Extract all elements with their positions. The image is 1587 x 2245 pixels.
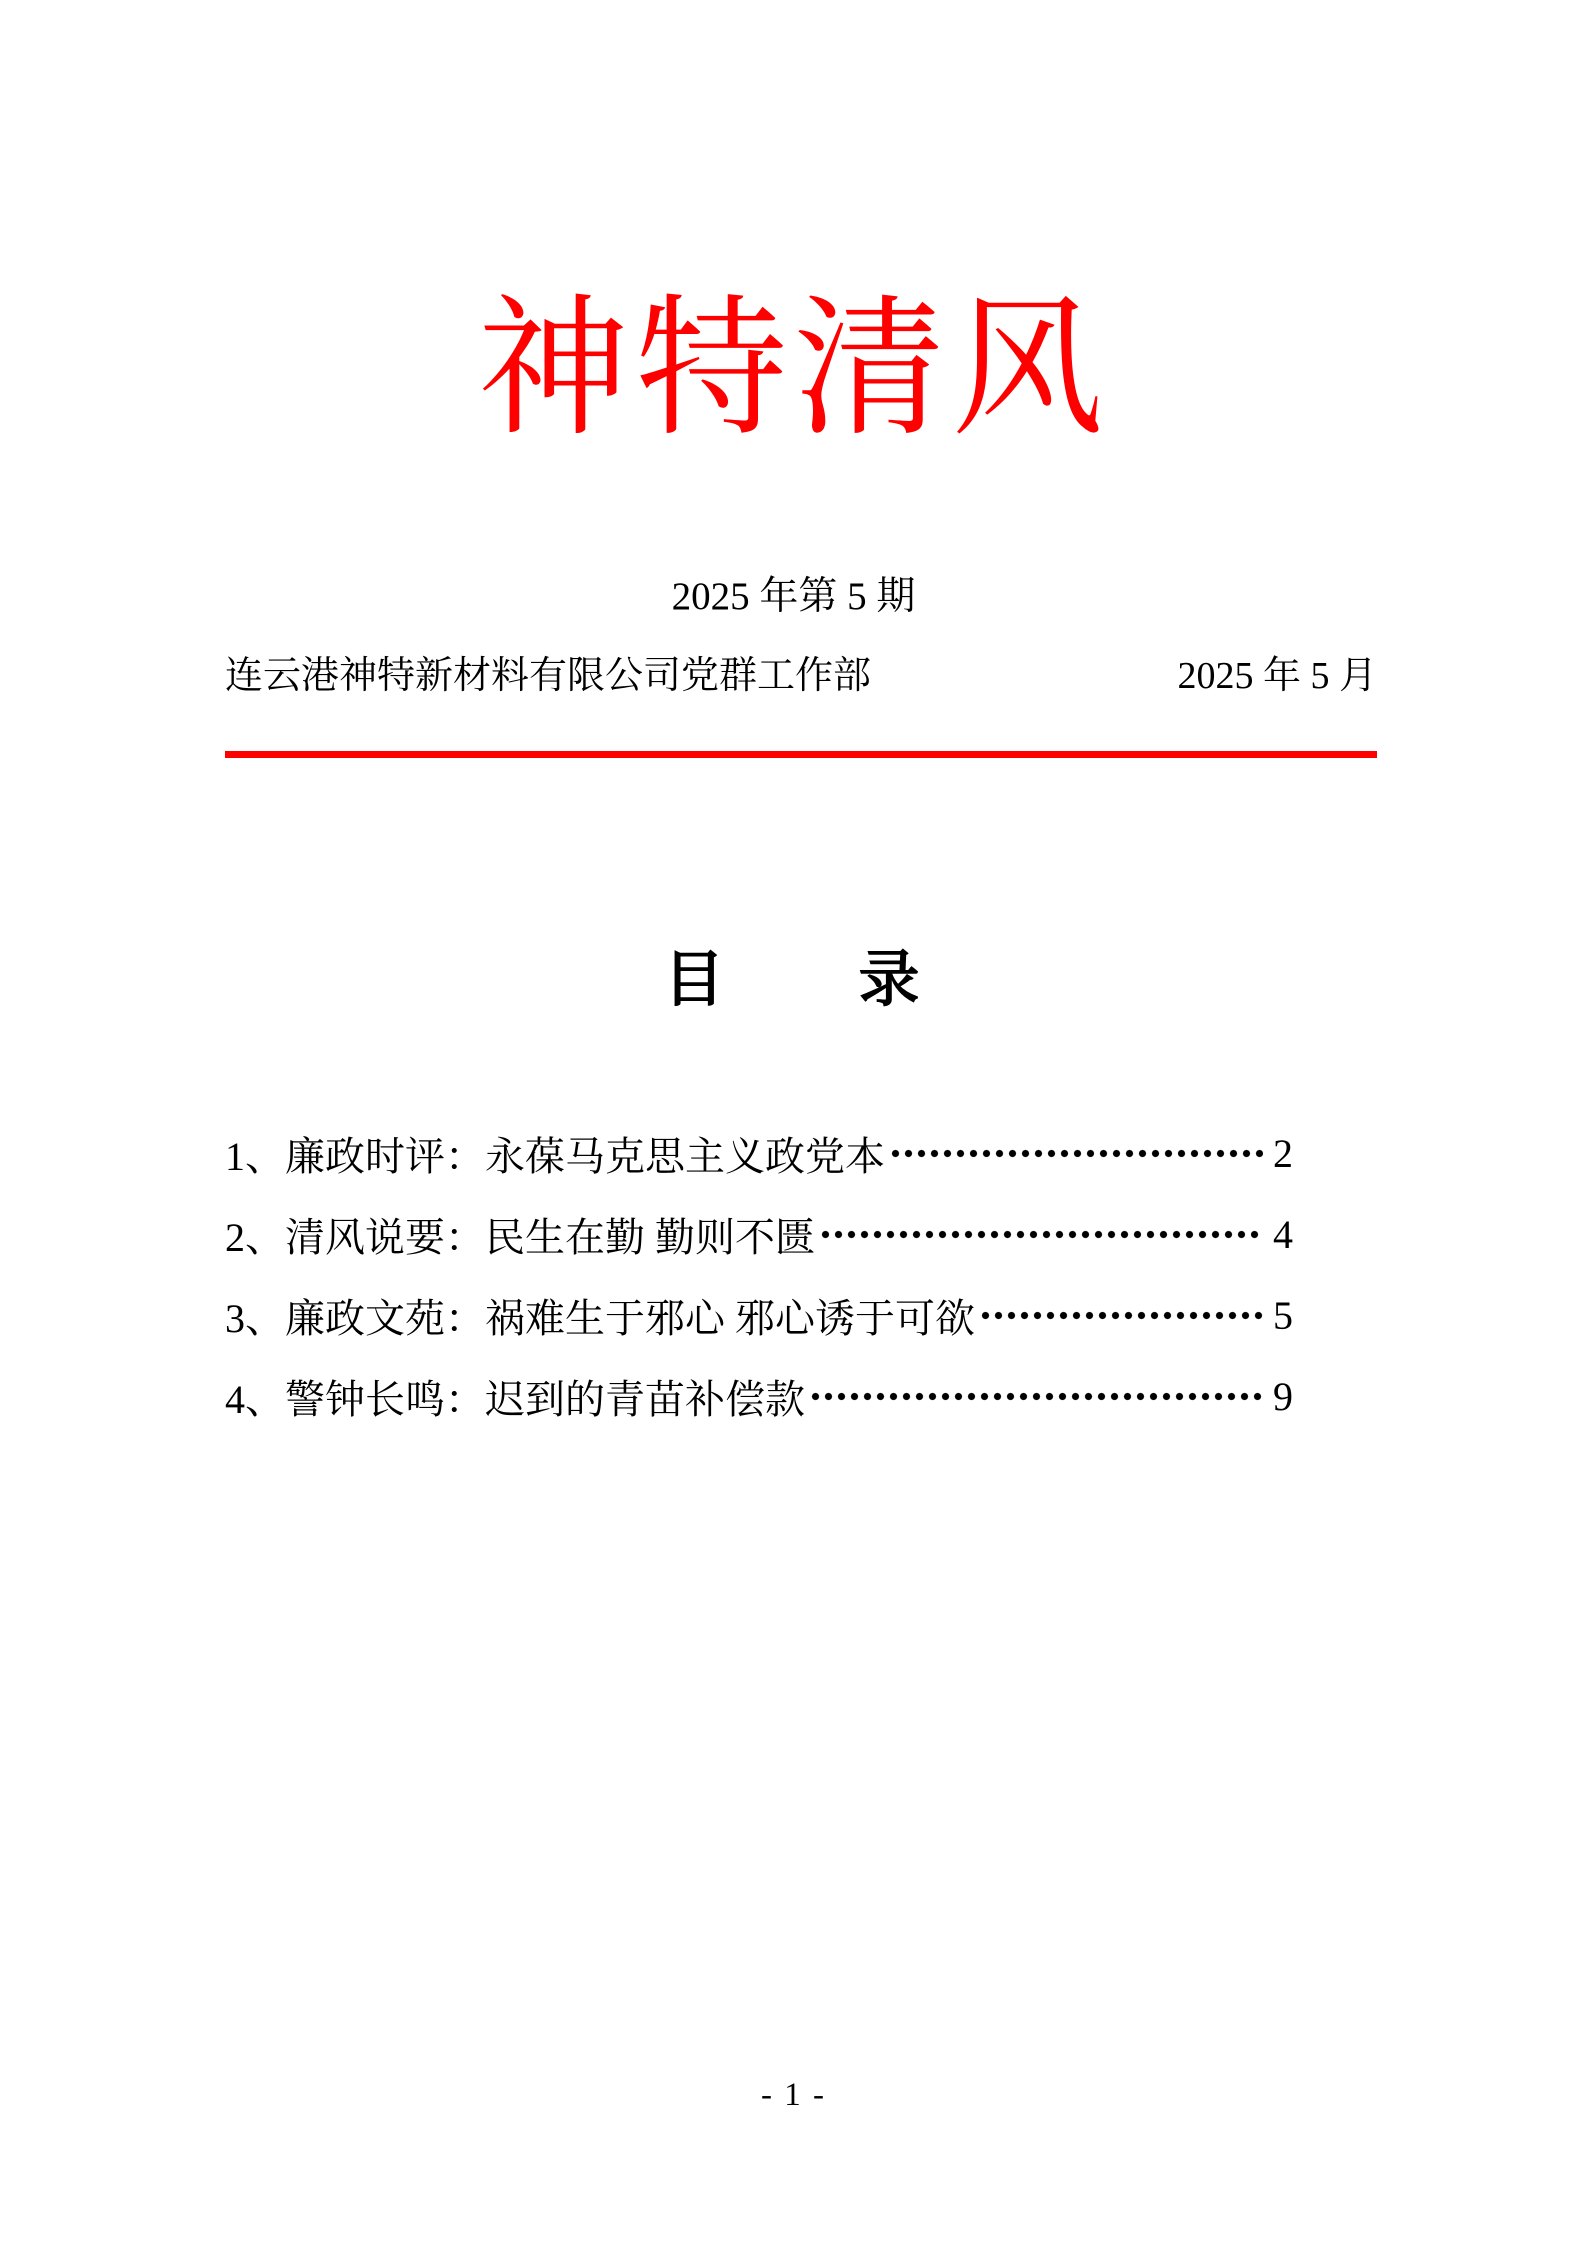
toc-page-number: 2 — [1273, 1131, 1293, 1176]
toc-item — [225, 1113, 1293, 1194]
issue-number: 2025 年第 5 期 — [671, 575, 916, 618]
publisher-name: 连云港神特新材料有限公司党群工作部 — [225, 655, 872, 697]
toc-heading: 目 录 — [663, 947, 924, 1014]
toc-list — [225, 1113, 1293, 1437]
toc-item-label: 2、清风说要：民生在勤 勤则不匮 — [225, 1215, 815, 1260]
toc-page-number: 9 — [1273, 1374, 1293, 1419]
toc-item-label: 1、廉政时评：永葆马克思主义政党本 — [225, 1134, 885, 1179]
toc-item — [225, 1194, 1293, 1275]
toc-dot-leader — [979, 1296, 1263, 1336]
publisher-row — [225, 652, 1377, 701]
toc-page-number: 4 — [1273, 1212, 1293, 1257]
toc-item-label: 3、廉政文苑：祸难生于邪心 邪心诱于可欲 — [225, 1296, 975, 1341]
toc-dot-leader — [889, 1134, 1263, 1174]
newsletter-title: 神特清风 — [477, 286, 1110, 454]
issue-date: 2025 年 5 月 — [1177, 655, 1377, 697]
toc-item — [225, 1275, 1293, 1356]
divider-rule — [225, 751, 1377, 758]
toc-dot-leader — [819, 1215, 1263, 1255]
toc-page-number: 5 — [1273, 1293, 1293, 1338]
page-number-footer: - 1 - — [761, 2077, 826, 2113]
toc-item — [225, 1356, 1293, 1437]
toc-item-label: 4、警钟长鸣：迟到的青苗补偿款 — [225, 1377, 805, 1422]
toc-dot-leader — [809, 1377, 1263, 1417]
